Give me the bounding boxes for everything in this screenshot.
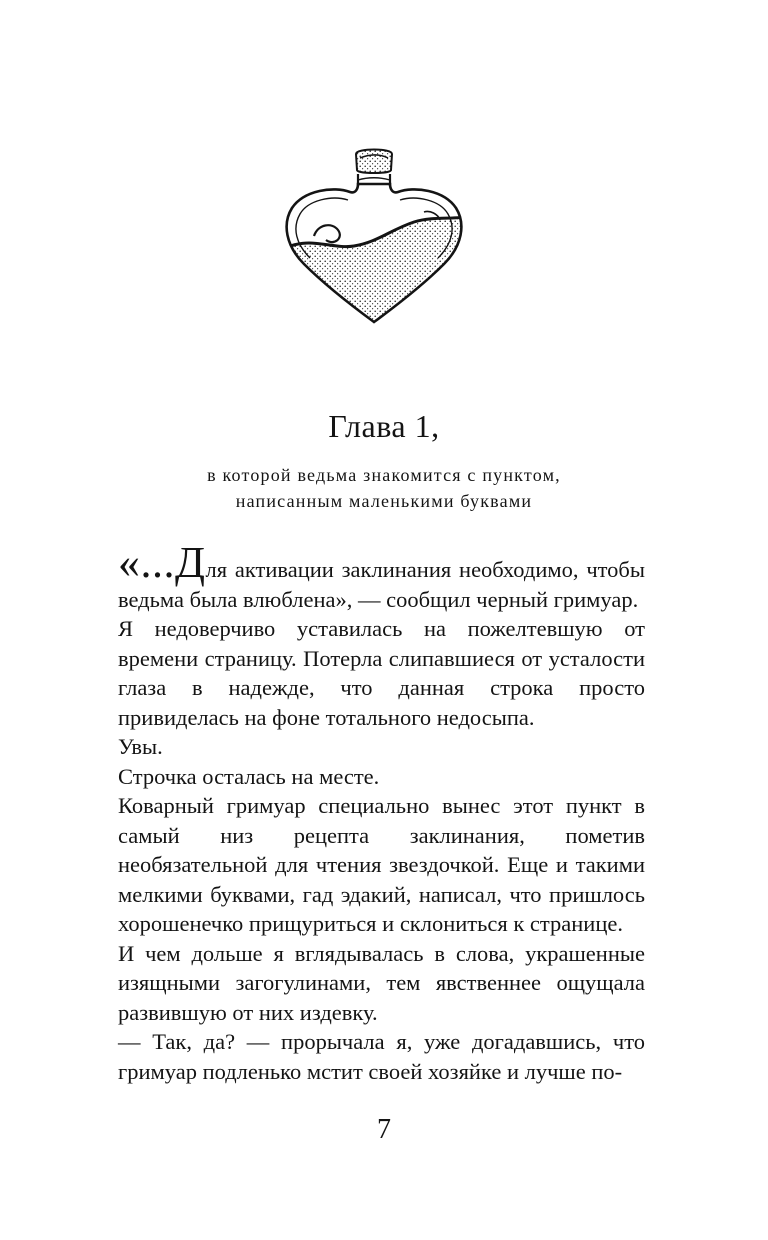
paragraph-5: Коварный гримуар специально вынес этот пункт в самый низ рецепта заклинания, пометив необязательной для чтения звездочкой. Еще и такими мелкими буквами, гад эдакий, написал, что пришлось хорошенечко прищуриться и склониться к странице. — [118, 793, 645, 936]
paragraph-7: — Так, да? — прорычала я, уже догадавшись, что гримуар подленько мстит своей хозяйке и лучше по- — [118, 1029, 645, 1084]
heart-potion-bottle-icon — [274, 140, 474, 330]
drop-cap: «...Д — [118, 538, 206, 587]
paragraph-1-text: ля активации заклинания необходимо, чтобы ведьма была влюблена», — сообщил черный гримуар. — [118, 557, 645, 612]
paragraph-3: Увы. — [118, 734, 163, 759]
paragraph-2: Я недоверчиво уставилась на пожелтевшую от времени страницу. Потерла слипавшиеся от усталости глаза в надежде, что данная строка просто привиделась на фоне тотального недосыпа. — [118, 616, 645, 730]
chapter-subtitle-line-1: в которой ведьма знакомится с пунктом, — [207, 465, 561, 485]
chapter-subtitle-line-2: написанным маленькими буквами — [235, 491, 533, 511]
paragraph-6: И чем дольше я вглядывалась в слова, украшенные изящными загогулинами, тем явственнее ощущала развившую от них издевку. — [118, 940, 645, 1025]
page-number: 7 — [377, 1114, 391, 1145]
paragraph-1 — [118, 538, 645, 614]
paragraph-4: Строчка осталась на месте. — [118, 763, 380, 789]
chapter-title: Глава 1, — [328, 408, 440, 444]
body-text — [118, 538, 645, 1086]
